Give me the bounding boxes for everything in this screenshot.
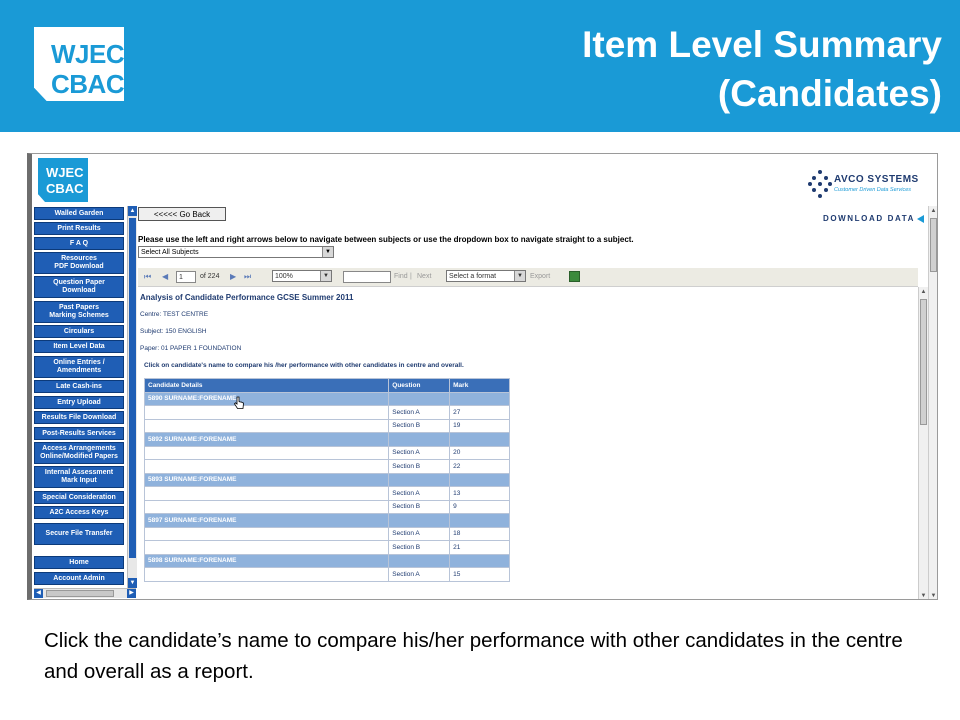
column-header-mark: Mark	[450, 379, 510, 393]
find-next-link[interactable]: Next	[417, 273, 432, 280]
find-input[interactable]	[343, 271, 391, 283]
nav-internal-assessment[interactable]: Internal Assessment Mark Input	[34, 466, 124, 488]
scroll-down-icon[interactable]: ▼	[920, 593, 927, 599]
nav-account-admin[interactable]: Account Admin	[34, 572, 124, 585]
mark-cell	[450, 473, 510, 487]
avco-logo	[808, 168, 936, 198]
mark-cell	[450, 392, 510, 406]
navigation-instruction: Please use the left and right arrows below to navigate between subjects or use the dropdown box to navigate straight to a subject.	[138, 235, 634, 244]
export-format-dropdown[interactable]	[446, 270, 526, 282]
nav-results-file-download[interactable]: Results File Download	[34, 411, 124, 424]
mark-cell: 9	[450, 500, 510, 514]
scroll-up-icon[interactable]: ▲	[920, 289, 927, 295]
mark-cell	[450, 554, 510, 568]
scroll-down-icon[interactable]: ▼	[129, 580, 136, 586]
hand-cursor-icon	[233, 396, 245, 410]
table-row	[145, 487, 510, 501]
question-cell: Section B	[389, 500, 450, 514]
mark-cell: 18	[450, 527, 510, 541]
report-vertical-scrollbar[interactable]	[918, 287, 928, 600]
candidate-name-link[interactable]: 5890 SURNAME:FORENAME	[145, 392, 389, 406]
page-vertical-scrollbar[interactable]	[928, 206, 938, 600]
candidate-cell	[145, 406, 389, 420]
candidate-cell	[145, 460, 389, 474]
candidate-row	[145, 392, 510, 406]
table-row	[145, 419, 510, 433]
candidate-name-link[interactable]: 5898 SURNAME:FORENAME	[145, 554, 389, 568]
candidate-cell	[145, 541, 389, 555]
zoom-dropdown[interactable]	[272, 270, 332, 282]
download-arrow-icon	[917, 215, 924, 223]
mark-cell: 20	[450, 446, 510, 460]
candidate-row	[145, 473, 510, 487]
question-cell	[389, 554, 450, 568]
candidate-name-link[interactable]: 5893 SURNAME:FORENAME	[145, 473, 389, 487]
candidate-row	[145, 514, 510, 528]
report-scroll-thumb[interactable]	[920, 299, 927, 425]
download-data-label: DOWNLOAD DATA	[822, 214, 915, 223]
next-page-icon[interactable]: ▶	[230, 272, 237, 281]
slide-caption: Click the candidate’s name to compare his/her performance with other candidates in the centre and overall as a report.	[44, 629, 903, 683]
first-page-icon[interactable]: ⏮	[144, 272, 152, 281]
zoom-value: 100%	[275, 273, 293, 280]
scroll-right-icon[interactable]: ▶	[127, 589, 136, 598]
refresh-icon[interactable]	[569, 271, 580, 282]
mark-cell: 22	[450, 460, 510, 474]
report-toolbar	[138, 268, 918, 287]
page-number-input[interactable]: 1	[176, 271, 196, 283]
question-cell: Section B	[389, 541, 450, 555]
nav-home[interactable]: Home	[34, 556, 124, 569]
question-cell	[389, 433, 450, 447]
chevron-down-icon[interactable]: ▼	[514, 271, 525, 281]
mark-cell: 19	[450, 419, 510, 433]
mark-cell: 15	[450, 568, 510, 582]
mark-cell: 27	[450, 406, 510, 420]
column-header-question: Question	[389, 379, 450, 393]
nav-past-papers[interactable]: Past Papers Marking Schemes	[34, 301, 124, 323]
candidate-cell	[145, 527, 389, 541]
report-title: Analysis of Candidate Performance GCSE Summer 2011	[140, 293, 354, 302]
app-screenshot	[27, 153, 938, 600]
app-header	[32, 154, 938, 206]
nav-a2c-access-keys[interactable]: A2C Access Keys	[34, 506, 124, 519]
nav-resources-pdf[interactable]: Resources PDF Download	[34, 252, 124, 274]
wjec-cbac-logo	[34, 27, 124, 101]
nav-post-results-services[interactable]: Post-Results Services	[34, 427, 124, 440]
nav-question-paper-download[interactable]: Question Paper Download	[34, 276, 124, 298]
column-header-candidate: Candidate Details	[145, 379, 389, 393]
logo-text-cbac: CBAC	[51, 69, 125, 99]
logo-text-wjec: WJEC	[51, 39, 125, 69]
avco-dots-icon	[808, 168, 834, 198]
find-link[interactable]: Find	[394, 273, 408, 280]
table-row	[145, 500, 510, 514]
slide-title-line2: (Candidates)	[717, 73, 942, 114]
candidate-name-link[interactable]: 5897 SURNAME:FORENAME	[145, 514, 389, 528]
scroll-left-icon[interactable]: ◀	[34, 589, 43, 598]
mark-cell	[450, 514, 510, 528]
nav-vertical-scrollbar[interactable]	[127, 206, 137, 588]
question-cell: Section A	[389, 487, 450, 501]
chevron-down-icon[interactable]: ▼	[322, 247, 333, 257]
nav-print-results[interactable]: Print Results	[34, 222, 124, 235]
table-row	[145, 541, 510, 555]
question-cell	[389, 392, 450, 406]
candidate-table	[144, 378, 510, 582]
subject-dropdown-value: Select All Subjects	[141, 249, 199, 256]
question-cell	[389, 473, 450, 487]
table-header-row	[145, 379, 510, 393]
app-logo-text-cbac: CBAC	[46, 181, 84, 196]
nav-item-level-data[interactable]: Item Level Data	[34, 340, 124, 353]
nav-secure-file-transfer[interactable]: Secure File Transfer	[34, 523, 124, 545]
last-page-icon[interactable]: ⏭	[244, 272, 252, 281]
question-cell: Section A	[389, 446, 450, 460]
report-subject: Subject: 150 ENGLISH	[140, 328, 207, 335]
app-logo-text-wjec: WJEC	[46, 165, 84, 180]
go-back-button[interactable]: <<<<< Go Back	[138, 207, 226, 221]
candidate-row	[145, 433, 510, 447]
nav-entry-upload[interactable]: Entry Upload	[34, 396, 124, 409]
slide-title	[582, 20, 942, 118]
nav-circulars[interactable]: Circulars	[34, 325, 124, 338]
chevron-down-icon[interactable]: ▼	[320, 271, 331, 281]
scroll-up-icon[interactable]: ▲	[930, 208, 937, 214]
report-viewer	[138, 268, 928, 600]
nav-online-entries[interactable]: Online Entries / Amendments	[34, 356, 124, 378]
candidate-cell	[145, 419, 389, 433]
candidate-cell	[145, 446, 389, 460]
scroll-up-icon[interactable]: ▲	[129, 208, 136, 214]
app-logo[interactable]	[38, 158, 88, 202]
nav-faq[interactable]: F A Q	[34, 237, 124, 250]
find-separator: |	[410, 273, 412, 280]
candidate-row	[145, 554, 510, 568]
candidate-cell	[145, 568, 389, 582]
table-row	[145, 527, 510, 541]
nav-horizontal-scrollbar[interactable]	[34, 588, 136, 598]
nav-access-arrangements[interactable]: Access Arrangements Online/Modified Papers	[34, 442, 124, 464]
question-cell: Section A	[389, 527, 450, 541]
nav-late-cash-ins[interactable]: Late Cash-ins	[34, 380, 124, 393]
report-centre: Centre: TEST CENTRE	[140, 311, 209, 318]
avco-name: AVCO SYSTEMS	[834, 174, 919, 185]
page-scroll-thumb[interactable]	[930, 218, 937, 272]
table-row	[145, 446, 510, 460]
table-row	[145, 406, 510, 420]
nav-scroll-thumb[interactable]	[129, 218, 136, 558]
question-cell: Section B	[389, 460, 450, 474]
report-paper: Paper: 01 PAPER 1 FOUNDATION	[140, 345, 242, 352]
candidate-name-link[interactable]: 5892 SURNAME:FORENAME	[145, 433, 389, 447]
scroll-down-icon[interactable]: ▼	[930, 593, 937, 599]
question-cell	[389, 514, 450, 528]
slide-header	[0, 0, 960, 132]
subject-dropdown[interactable]	[138, 246, 334, 258]
mark-cell	[450, 433, 510, 447]
mark-cell: 21	[450, 541, 510, 555]
export-link[interactable]: Export	[530, 273, 551, 280]
left-nav	[34, 206, 126, 594]
question-cell: Section A	[389, 406, 450, 420]
question-cell: Section B	[389, 419, 450, 433]
nav-walled-garden[interactable]: Walled Garden	[34, 207, 124, 220]
mark-cell: 13	[450, 487, 510, 501]
candidate-cell	[145, 500, 389, 514]
report-note: Click on candidate's name to compare his /her performance with other candidates in centre and overall.	[144, 362, 464, 369]
report-body	[138, 287, 918, 600]
question-cell: Section A	[389, 568, 450, 582]
nav-hscroll-thumb[interactable]	[46, 590, 114, 597]
table-row	[145, 568, 510, 582]
candidate-cell	[145, 487, 389, 501]
table-row	[145, 460, 510, 474]
page-count: of 224	[200, 273, 220, 280]
prev-page-icon[interactable]: ◀	[162, 272, 169, 281]
nav-special-consideration[interactable]: Special Consideration	[34, 491, 124, 504]
export-format-value: Select a format	[449, 273, 497, 280]
main-content	[138, 206, 938, 600]
download-data-link[interactable]	[823, 214, 924, 223]
avco-tagline: Customer Driven Data Services	[834, 187, 912, 193]
slide-title-line1: Item Level Summary	[582, 24, 942, 65]
